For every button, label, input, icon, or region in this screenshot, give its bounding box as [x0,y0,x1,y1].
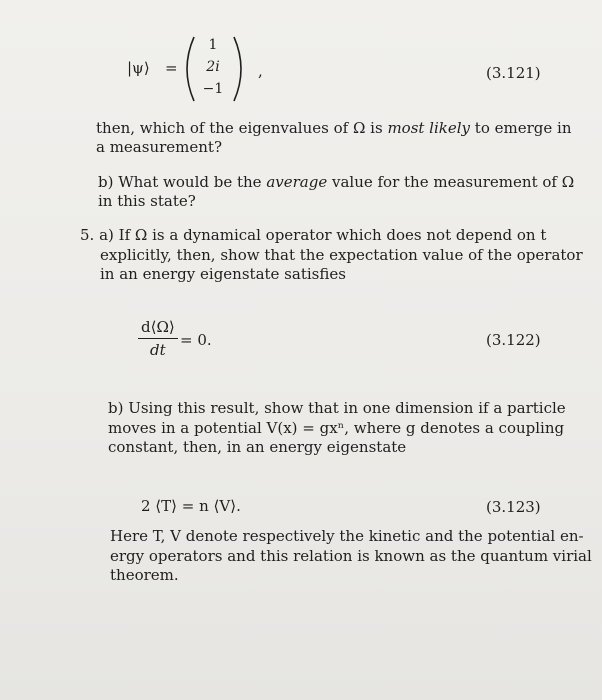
question-5b-line2: moves in a potential V(x) = gxⁿ, where g denotes a coupling [108,419,565,437]
derivative-fraction [138,318,178,359]
equation-rhs: = 0. [180,331,212,349]
closing-line2: ergy operators and this relation is known as the quantum virial [110,547,592,565]
left-parenthesis [178,35,198,103]
question-5b-line1: b) Using this result, show that in one dimension if a particle [108,399,566,417]
equation-comma: , [258,62,263,80]
question-4b-line2: in this state? [98,192,196,210]
vector-entry-3: −1 [202,81,224,97]
question-5a-line3: in an energy eigenstate satisfies [100,265,346,283]
question-5a-line2: explicitly, then, show that the expectation value of the operator [100,246,583,264]
equation-number-3-123: (3.123) [486,498,541,516]
equation-number-3-121: (3.121) [486,64,541,82]
equals-sign: = [165,59,178,77]
vector-entry-2: 2i [206,59,220,75]
fraction-denominator: dt [150,341,166,359]
closing-line1: Here T, V denote respectively the kinetic and the potential en- [110,527,584,545]
question-5b-line3: constant, then, in an energy eigenstate [108,438,407,456]
question-5a-line1: 5. a) If Ω is a dynamical operator which does not depend on t [80,226,547,244]
virial-equation: 2 ⟨T⟩ = n ⟨V⟩. [141,497,241,515]
closing-line3: theorem. [110,566,179,584]
vector-entry-1: 1 [208,37,218,53]
equation-number-3-122: (3.122) [486,331,541,349]
question-4b-line1: b) What would be the average value for the measurement of Ω [98,173,575,191]
fraction-numerator: d⟨Ω⟩ [138,318,178,339]
question-4a-line2: a measurement? [96,138,222,156]
ket-psi: |ψ⟩ [127,59,150,77]
question-4a-line1: then, which of the eigenvalues of Ω is most likely to emerge in [96,119,572,137]
right-parenthesis [230,35,250,103]
column-vector [198,34,228,100]
